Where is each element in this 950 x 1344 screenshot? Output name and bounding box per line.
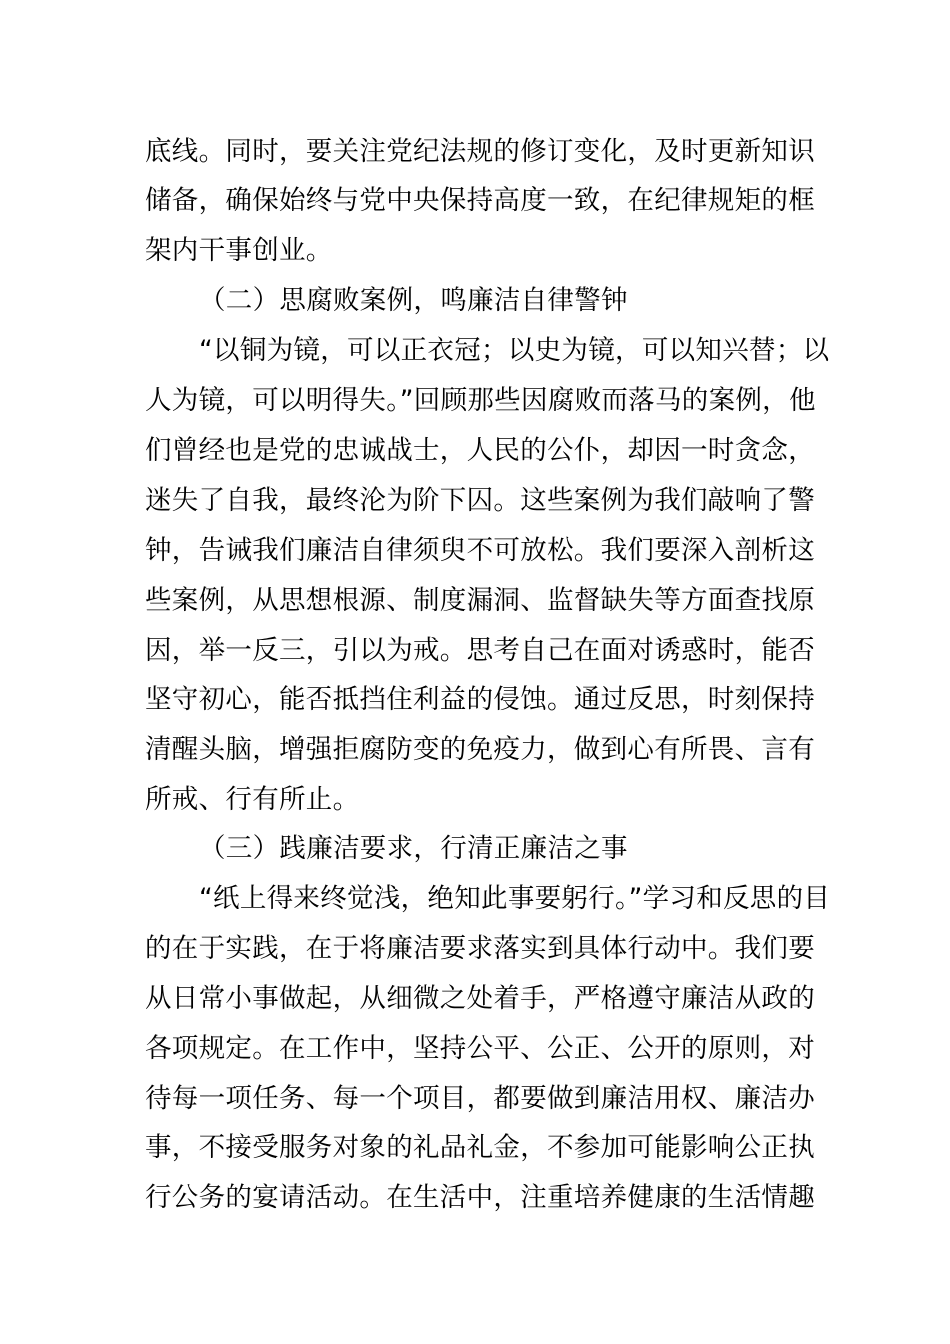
- body-text-line: 从日常小事做起，从细微之处着手，严格遵守廉洁从政的: [145, 983, 815, 1014]
- body-text-line: “以铜为镜，可以正衣冠；以史为镜，可以知兴替；以: [199, 335, 830, 366]
- body-text-line: 储备，确保始终与党中央保持高度一致，在纪律规矩的框: [145, 185, 815, 216]
- body-text-line: 所戒、行有所止。: [145, 784, 360, 815]
- body-text-line: 架内干事创业。: [145, 235, 333, 266]
- body-text-line: 因，举一反三，引以为戒。思考自己在面对诱惑时，能否: [145, 635, 815, 666]
- body-text-line: 各项规定。在工作中，坚持公平、公正、公开的原则，对: [145, 1033, 815, 1064]
- body-text-line: 清醒头脑，增强拒腐防变的免疫力，做到心有所畏、言有: [145, 734, 815, 765]
- body-text-line: 的在于实践，在于将廉洁要求落实到具体行动中。我们要: [145, 933, 815, 964]
- section-heading: （三）践廉洁要求，行清正廉洁之事: [199, 833, 628, 864]
- body-text-line: 事，不接受服务对象的礼品礼金，不参加可能影响公正执: [145, 1132, 815, 1163]
- body-text-line: “纸上得来终觉浅，绝知此事要躬行。”学习和反思的目: [199, 883, 831, 914]
- body-text-line: 钟，告诫我们廉洁自律须臾不可放松。我们要深入剖析这: [145, 535, 815, 566]
- body-text-line: 些案例，从思想根源、制度漏洞、监督缺失等方面查找原: [145, 585, 815, 616]
- body-text-line: 人为镜，可以明得失。”回顾那些因腐败而落马的案例，他: [145, 385, 816, 416]
- body-text-line: 行公务的宴请活动。在生活中，注重培养健康的生活情趣: [145, 1182, 815, 1213]
- body-text-line: 迷失了自我，最终沦为阶下囚。这些案例为我们敲响了警: [145, 485, 815, 516]
- body-text-line: 们曾经也是党的忠诚战士，人民的公仆，却因一时贪念，: [145, 435, 815, 466]
- section-heading: （二）思腐败案例，鸣廉洁自律警钟: [199, 285, 628, 316]
- body-text-line: 底线。同时，要关注党纪法规的修订变化，及时更新知识: [145, 136, 815, 167]
- body-text-line: 坚守初心，能否抵挡住利益的侵蚀。通过反思，时刻保持: [145, 684, 815, 715]
- body-text-line: 待每一项任务、每一个项目，都要做到廉洁用权、廉洁办: [145, 1083, 815, 1114]
